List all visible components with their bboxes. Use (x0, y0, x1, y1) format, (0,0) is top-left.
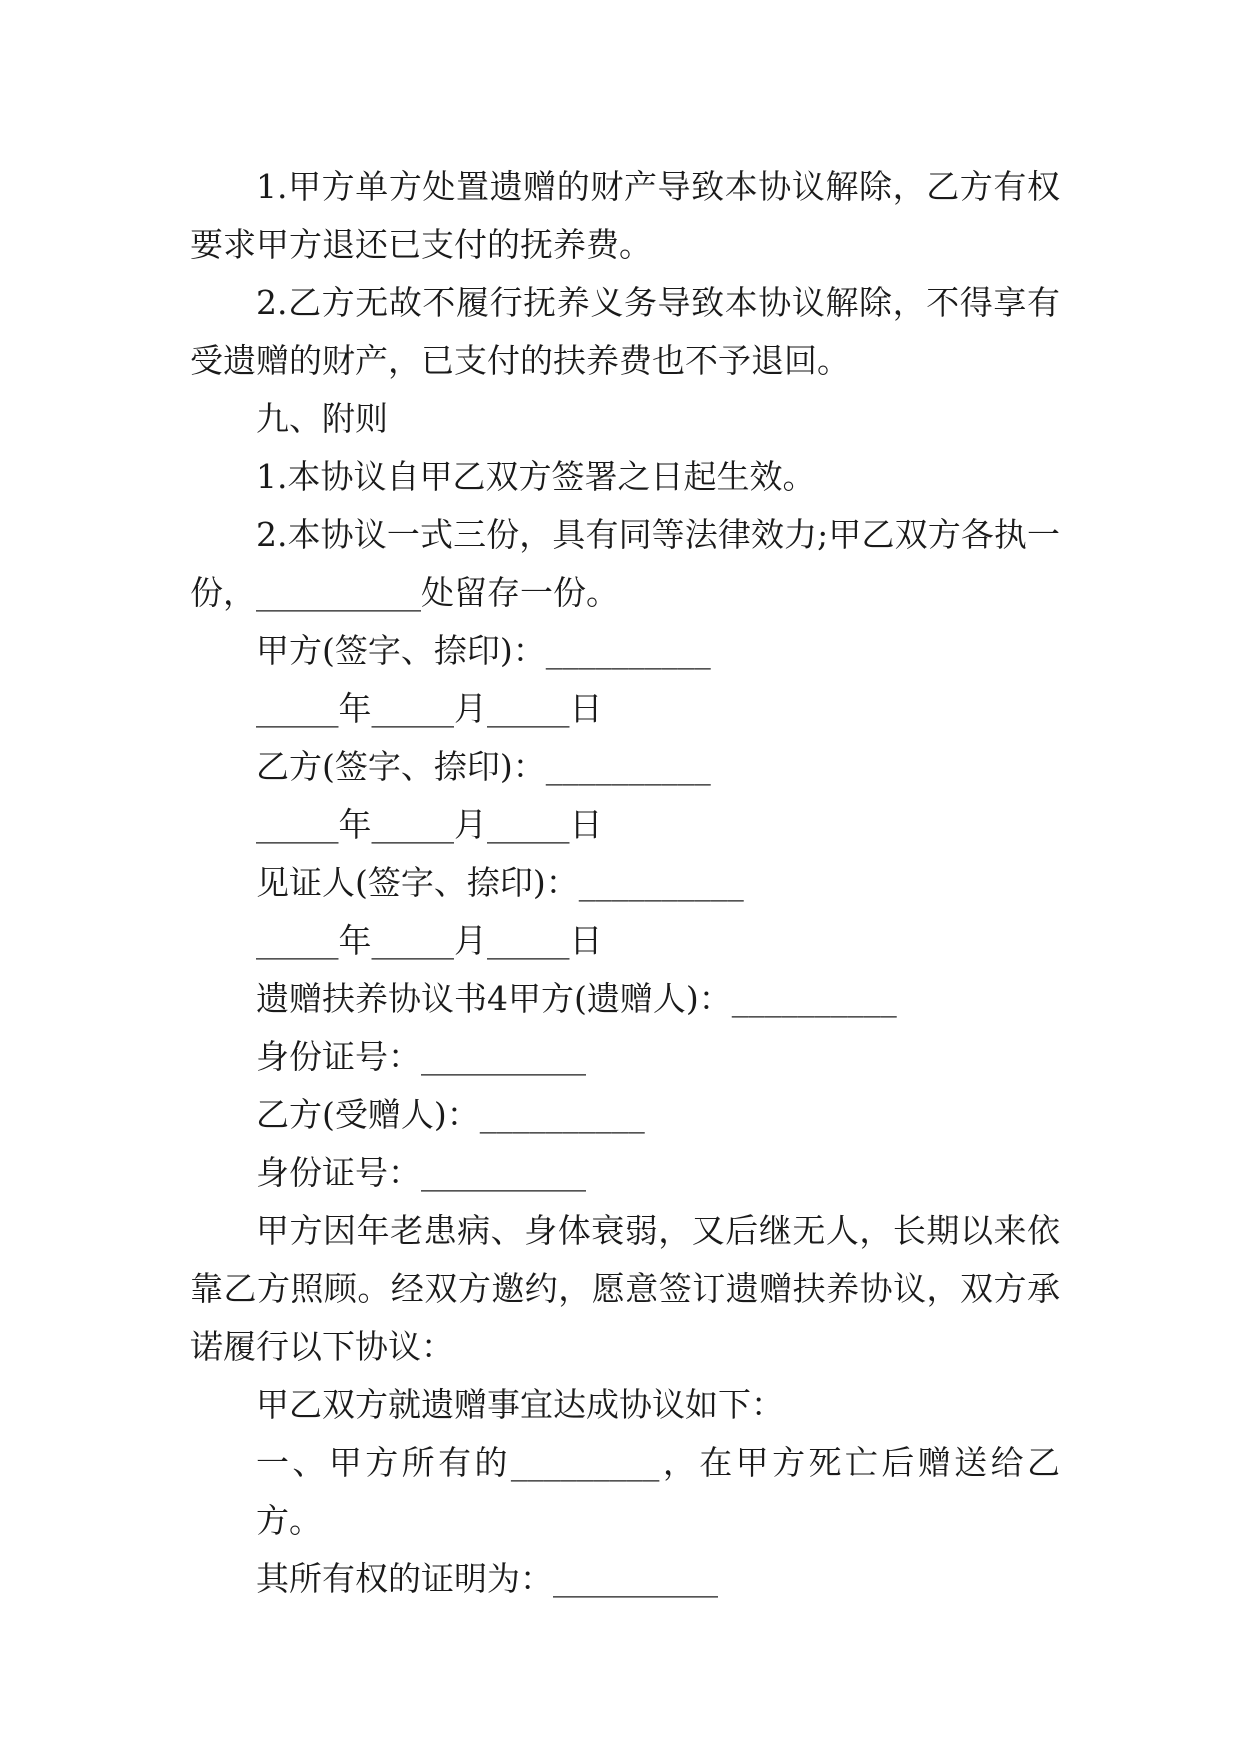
paragraph-background: 甲方因年老患病、身体衰弱，又后继无人，长期以来依靠乙方照顾。经双方邀约，愿意签订遗赠扶养协议，双方承诺履行以下协议： (190, 1211, 1060, 1366)
section-heading-supplementary: 九、附则 (256, 399, 388, 438)
paragraph-termination-party-a: 1.甲方单方处置遗赠的财产导致本协议解除，乙方有权要求甲方退还已支付的抚养费。 (190, 167, 1060, 264)
ownership-proof-line: 其所有权的证明为：__________ (256, 1559, 718, 1598)
date-line-witness: _____年_____月_____日 (256, 921, 603, 960)
paragraph-copies: 2.本协议一式三份，具有同等法律效力;甲乙双方各执一份，__________处留存一份。 (190, 515, 1060, 612)
paragraph-effective-date: 1.本协议自甲乙双方签署之日起生效。 (256, 457, 816, 496)
party-b-id-number: 身份证号：__________ (256, 1153, 586, 1192)
party-a-id-number: 身份证号：__________ (256, 1037, 586, 1076)
party-a-bequeather-line: 遗赠扶养协议书4甲方(遗赠人)：__________ (256, 979, 897, 1018)
party-b-recipient-line: 乙方(受赠人)：__________ (256, 1095, 645, 1134)
paragraph-agreement-intro: 甲乙双方就遗赠事宜达成协议如下： (256, 1385, 784, 1424)
signature-party-b: 乙方(签字、捺印)：__________ (256, 747, 711, 786)
paragraph-termination-party-b: 2.乙方无故不履行抚养义务导致本协议解除，不得享有受遗赠的财产，已支付的扶养费也不予退回。 (190, 283, 1060, 380)
document-body (190, 158, 1060, 1608)
signature-witness: 见证人(签字、捺印)：__________ (256, 863, 744, 902)
clause-one-property: 一、甲方所有的_________，在甲方死亡后赠送给乙方。 (256, 1443, 1060, 1540)
signature-party-a: 甲方(签字、捺印)：__________ (256, 631, 711, 670)
date-line-party-b: _____年_____月_____日 (256, 805, 603, 844)
date-line-party-a: _____年_____月_____日 (256, 689, 603, 728)
